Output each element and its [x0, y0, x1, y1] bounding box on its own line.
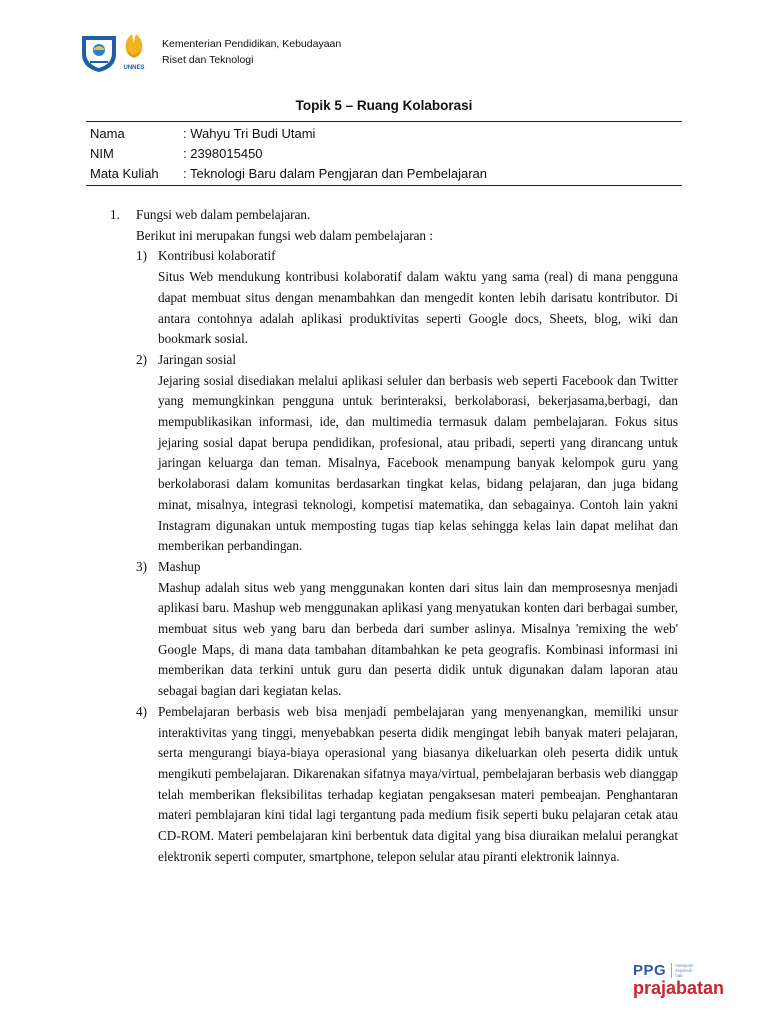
info-key: NIM: [90, 145, 114, 161]
info-row-name: [86, 123, 682, 143]
ppg-logo-tagline: melayani sepenuh hati: [671, 963, 697, 978]
list-item-text: Jejaring sosial disediakan melalui aplikasi seluler dan berbasis web seperti Facebook dan Twitter yang memungkinkan pengguna untuk berinteraksi, berkolaborasi, bekerjasama,berbagi, dan mempublikasikan informasi, ide, dan multimedia termasuk dalam pembelajaran. Fokus situs jejaring sosial dapat berupa pendidikan, profesional, atau pribadi, seperti yang dirancang untuk jaringan keluarga dan teman. Misalnya, Facebook menampung banyak kelompok guru yang berkolaborasi dalam komunitas berdasarkan tingkat kelas, bidang pelajaran, dan juga bidang minat, misalnya, integrasi teknologi, kompetisi matematika, dan sebagainya. Contoh lain yakni Instagram digunakan untuk memposting tugas tiap kelas sehingga kelas lain dapat melihat dan memberikan perbandingan.: [158, 372, 678, 554]
section-heading: Fungsi web dalam pembelajaran.: [136, 207, 311, 222]
prajabatan-logo-text: prajabatan: [633, 978, 725, 998]
section-intro: Berikut ini merupakan fungsi web dalam pembelajaran :: [136, 227, 433, 243]
unnes-logo: [126, 34, 143, 58]
document-title: Topik 5 – Ruang Kolaborasi: [295, 98, 473, 113]
section-intro-row: [136, 226, 678, 247]
list-item: [136, 246, 678, 350]
ministry-name: [162, 36, 341, 68]
info-key: Mata Kuliah: [90, 165, 159, 181]
info-row-course: [86, 163, 682, 183]
list-item: [136, 350, 678, 557]
list-item-text: Situs Web mendukung kontribusi kolaboratif dalam waktu yang sama (real) di mana pengguna dapat membuat situs dengan menambahkan dan mengedit konten lebih darisatu kontributor. Di antara contohnya adalah aplikasi produktivitas seperti Google docs, Sheets, blog, wiki dan bookmark sosial.: [158, 269, 678, 347]
list-item-text: Pembelajaran berbasis web bisa menjadi pembelajaran yang menyenangkan, memiliki unsur interaktivitas yang tinggi, menyebabkan peserta didik mengingat lebih banyak materi pelajaran, serta mengurangi biaya-biaya operasional yang biasanya dikeluarkan oleh peserta didik untuk mengikuti pembelajaran. Dikarenakan sifatnya maya/virtual, pembelajaran berbasis web dianggap telah memberikan fleksibilitas terhadap kegiatan pengaksesan materi pembeajan. Penghantaran materi pemblajaran kini tidal lagi tergantung pada medium fisik seperti buku pelajaran cetak atau CD-ROM. Materi pembelajaran kini berbentuk data digital yang bisa diuraikan melalui perangkat elektronik seperti computer, smartphone, telepon selular atau piranti elektronik lainnya.: [158, 703, 678, 864]
list-item-number: 1): [136, 248, 147, 264]
tut-wuri-handayani-logo: [82, 36, 116, 72]
ministry-name-line2: Riset dan Teknologi: [162, 54, 254, 66]
info-row-nim: [86, 143, 682, 163]
info-value: : Wahyu Tri Budi Utami: [183, 125, 316, 141]
list-item-number: 3): [136, 558, 147, 574]
list-item-heading: Jaringan sosial: [158, 351, 237, 367]
list-item-heading: Kontribusi kolaboratif: [158, 248, 276, 264]
info-value: : Teknologi Baru dalam Pengjaran dan Pembelajaran: [183, 165, 488, 181]
list-item: [136, 557, 678, 702]
section-number: 1.: [110, 207, 120, 222]
document-body: [110, 205, 678, 868]
student-info-table: [86, 121, 682, 186]
list-item-number: 2): [136, 351, 147, 367]
list-item-heading: Mashup: [158, 558, 201, 574]
list-item: [136, 702, 678, 868]
ministry-name-line1: Kementerian Pendidikan, Kebudayaan: [162, 38, 342, 50]
list-item-number: 4): [136, 703, 147, 719]
ppg-prajabatan-logo: [633, 962, 745, 1006]
section-item: [110, 205, 678, 226]
info-value: : 2398015450: [183, 145, 263, 161]
ministry-and-university-logos: [80, 30, 152, 74]
unnes-logo-text: UNNES: [123, 65, 145, 71]
info-key: Nama: [90, 125, 125, 141]
ppg-logo-text: PPG: [633, 962, 667, 979]
list-item-text: Mashup adalah situs web yang menggunakan konten dari situs lain dan memprosesnya menjadi aplikasi baru. Mashup web menggunakan aplikasi yang menyatukan konten dari berbagai sumber, membuat situs web yang baru dan berbeda dari sumber aslinya. Misalnya 'remixing the web' Google Maps, di mana data tambahan ditambahkan ke peta geografis. Kombinasi informasi ini memberikan data terkini untuk guru dan peserta didik untuk digunakan dalam laporan atau sebagai bagian dari kegiatan kelas.: [158, 579, 678, 699]
